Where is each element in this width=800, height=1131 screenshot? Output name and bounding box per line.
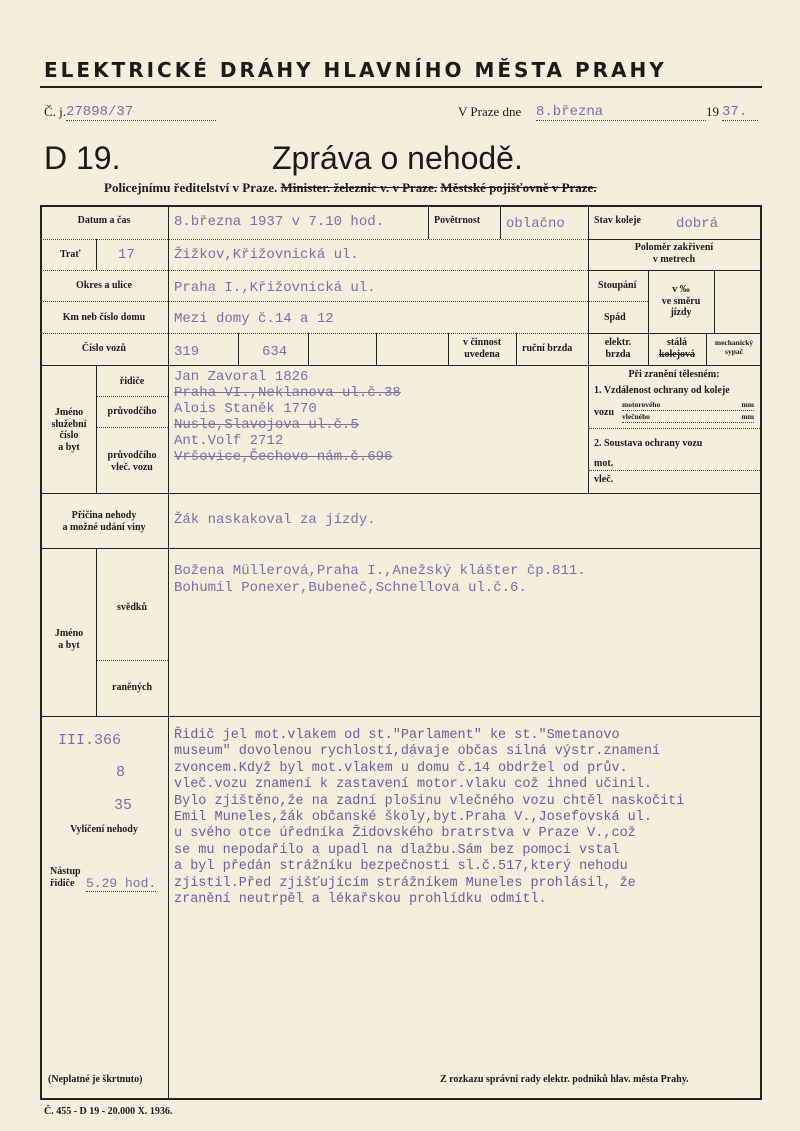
- vlec-pruvodci-addr: Vršovice,Čechovo nám.č.696: [174, 449, 393, 465]
- right-block-rule: [648, 270, 649, 365]
- row-rule: [40, 493, 762, 494]
- label-ranenych: raněných: [112, 682, 152, 693]
- label-mech-sypac: mechanický sypač: [714, 338, 754, 356]
- right-block-rule: [588, 365, 760, 366]
- right-block-rule: [500, 205, 501, 239]
- narrative-line: Řidič jel mot.vlakem od st."Parlament" ke st."Smetanovo: [174, 728, 620, 743]
- label-motoroveho: motorového mm: [622, 400, 754, 409]
- right-block-rule: [706, 333, 707, 365]
- label-vzdalenost: 1. Vzdálenost ochrany od koleje: [594, 385, 730, 396]
- right-block-rule: [714, 270, 715, 333]
- frame-left: [40, 205, 42, 1098]
- vuz-rule: [238, 333, 239, 365]
- narrative-line: a byl předán strážníku bezpečnosti sl.č.517,který nehodu: [174, 859, 628, 875]
- narrative-line: zvoncem.Když byl mot.vlakem u domu č.14 obdržel od prův.: [174, 760, 628, 776]
- okres-value: Praha I.,Křižovnická ul.: [174, 280, 376, 296]
- label-stav-koleje: Stav koleje: [594, 215, 641, 226]
- vuz-rule: [448, 333, 449, 365]
- frame-bottom: [40, 1098, 762, 1100]
- right-block-rule: [588, 239, 760, 240]
- label-pruvodciho: průvodčího: [107, 406, 157, 417]
- pruvodci-addr: Nusle,Slavojova ul.č.5: [174, 417, 359, 433]
- label-rucni-brzda: ruční brzda: [522, 343, 573, 354]
- right-block-rule: [588, 333, 760, 334]
- col-rule: [96, 365, 97, 493]
- label-nastup: Nástup řidiče: [50, 866, 81, 889]
- vuz-rule: [376, 333, 377, 365]
- col-rule: [96, 239, 97, 270]
- label-vlec: vleč.: [594, 474, 614, 485]
- label-trat: Trať: [60, 249, 81, 260]
- cj-label: Č. j.: [44, 104, 67, 119]
- trat-place-value: Žižkov,Křižovnická ul.: [174, 247, 359, 263]
- label-soustava: 2. Soustava ochrany vozu: [594, 438, 703, 449]
- label-stoupani: Stoupání: [598, 280, 637, 291]
- row-rule: [40, 301, 588, 302]
- neplatne-note: (Neplatné je škrtnuto): [48, 1074, 143, 1085]
- povetrnost-value: oblačno: [506, 216, 565, 232]
- right-block-rule: [588, 470, 760, 471]
- label-pruv-vlec: průvodčího vleč. vozu: [107, 450, 157, 473]
- year-prefix: 19: [706, 104, 719, 119]
- label-vylic: Vylíčení nehody: [70, 824, 138, 835]
- narrative-line: u svého otce úředníka Židovského bratrstva v Praze V.,což: [174, 826, 636, 842]
- pruvodci-name: Alois Staněk 1770: [174, 401, 317, 417]
- col-rule: [96, 548, 97, 716]
- frame-right: [760, 205, 762, 1098]
- label-pricina: Příčina nehody a možné udání viny: [62, 510, 146, 533]
- recipients-struck: Minister. železnic v. v Praze.: [280, 180, 438, 195]
- trat-value: 17: [118, 247, 135, 263]
- place-label: V Praze dne: [458, 104, 522, 119]
- label-column-rule: [168, 205, 169, 1098]
- pricina-value: Žák naskakoval za jízdy.: [174, 512, 376, 528]
- cj-value: 27898/37: [66, 104, 216, 121]
- label-mot: mot.: [594, 458, 614, 469]
- svedek-1: Božena Müllerová,Praha I.,Anežský klášter čp.811.: [174, 563, 586, 579]
- vuz-1-value: 319: [174, 344, 200, 360]
- label-polomer: Poloměr zakřivení v metrech: [634, 242, 714, 265]
- narrative-line: Emil Muneles,žák občanské školy,byt.Praha V.,Josefovská ul.: [174, 810, 652, 826]
- narrative-line: Bylo zjištěno,že na zadní plošinu vlečného vozu chtěl naskočiti: [174, 793, 685, 809]
- right-block-rule: [588, 301, 648, 302]
- label-povetrnost: Povětrnost: [434, 215, 481, 226]
- form-code: D 19.: [44, 140, 121, 176]
- datum-value: 8.března 1937 v 7.10 hod.: [174, 214, 385, 230]
- label-smer: v ‰ ve směru jízdy: [661, 284, 701, 318]
- date-value: 8.března: [536, 104, 706, 121]
- label-stala-kolejova: stálá kolejová: [658, 337, 696, 360]
- row-rule: [40, 716, 762, 717]
- ref-1: III.366: [58, 732, 122, 749]
- recipients-tail: Městské pojišťovně v Praze.: [440, 180, 597, 195]
- row-rule: [40, 270, 588, 271]
- rozkaz-note: Z rozkazu správní rady elektr. podniků hlav. města Prahy.: [440, 1074, 689, 1085]
- label-pri-zraneni: Při zranění tělesném:: [628, 369, 720, 380]
- narrative-line: zranění neutrpěl a lékařskou prohlídku odmítl.: [174, 892, 547, 908]
- form-title: Zpráva o nehodě.: [272, 140, 523, 176]
- header-rule: [40, 86, 762, 88]
- stav-koleje-value: dobrá: [676, 216, 719, 232]
- ref-2: 8: [116, 764, 126, 781]
- label-datum: Datum a čas: [77, 215, 131, 226]
- row-rule: [96, 396, 168, 397]
- vlec-pruvodci-name: Ant.Volf 2712: [174, 433, 284, 449]
- label-vozu: vozu: [594, 407, 614, 418]
- narrative: [174, 728, 684, 908]
- year-value: 37.: [722, 104, 758, 121]
- label-v-cinnost: v činnost uvedena: [462, 337, 502, 360]
- recipients: Policejnímu ředitelství v Praze. Minister. železnic v. v Praze. Městské pojišťovně v Praze.: [104, 180, 597, 195]
- label-km: Km neb číslo domu: [62, 312, 146, 323]
- row-rule: [40, 548, 762, 549]
- row-rule: [96, 427, 168, 428]
- frame-top: [40, 205, 762, 207]
- row-rule: [96, 660, 168, 661]
- label-jmeno-byt: Jméno a byt: [54, 628, 84, 651]
- ridic-name: Jan Zavoral 1826: [174, 369, 309, 385]
- label-spad: Spád: [604, 312, 626, 323]
- narrative-line: zjistil.Před zjišťujícím strážníkem Muneles prohlásil, že: [174, 875, 636, 891]
- label-svedku: svědků: [116, 602, 147, 613]
- right-block-rule: [588, 428, 760, 429]
- label-jmeno-sluzebni: Jméno služební číslo a byt: [51, 407, 87, 453]
- print-code: Č. 455 - D 19 - 20.000 X. 1936.: [44, 1106, 173, 1117]
- label-vlecneho: vlečného mm: [622, 412, 754, 421]
- right-block-rule: [588, 205, 589, 493]
- label-ridice: řidiče: [119, 376, 145, 387]
- company-title: ELEKTRICKÉ DRÁHY HLAVNÍHO MĚSTA PRAHY: [44, 58, 667, 82]
- vuz-2-value: 634: [262, 344, 288, 360]
- svedek-2: Bohumil Ponexer,Bubeneč,Schnellova ul.č.6.: [174, 580, 527, 596]
- ridic-addr: Praha VI.,Neklanova ul.č.38: [174, 385, 401, 401]
- label-cislo-vozu: Číslo vozů: [81, 343, 127, 354]
- ref-3: 35: [114, 797, 133, 814]
- label-elektr-brzda: elektr. brzda: [604, 337, 632, 360]
- right-block-rule: [428, 205, 429, 239]
- narrative-line: vleč.vozu znamení k zastavení motor.vlaku což ihned učinil.: [174, 777, 652, 793]
- km-value: Mezi domy č.14 a 12: [174, 311, 334, 327]
- right-block-rule: [588, 270, 760, 271]
- narrative-line: museum" dovolenou rychlostí,dávaje občas silná výstr.znamení: [174, 744, 661, 760]
- vuz-rule: [308, 333, 309, 365]
- narrative-line: se mu nepodařilo a upadl na dlažbu.Sám bez pomoci vstal: [174, 842, 620, 858]
- nastup-value: 5.29 hod.: [86, 876, 157, 891]
- label-okres: Okres a ulice: [76, 280, 132, 291]
- row-rule: [40, 333, 588, 334]
- row-rule: [40, 239, 588, 240]
- vuz-rule: [516, 333, 517, 365]
- row-rule: [40, 365, 588, 366]
